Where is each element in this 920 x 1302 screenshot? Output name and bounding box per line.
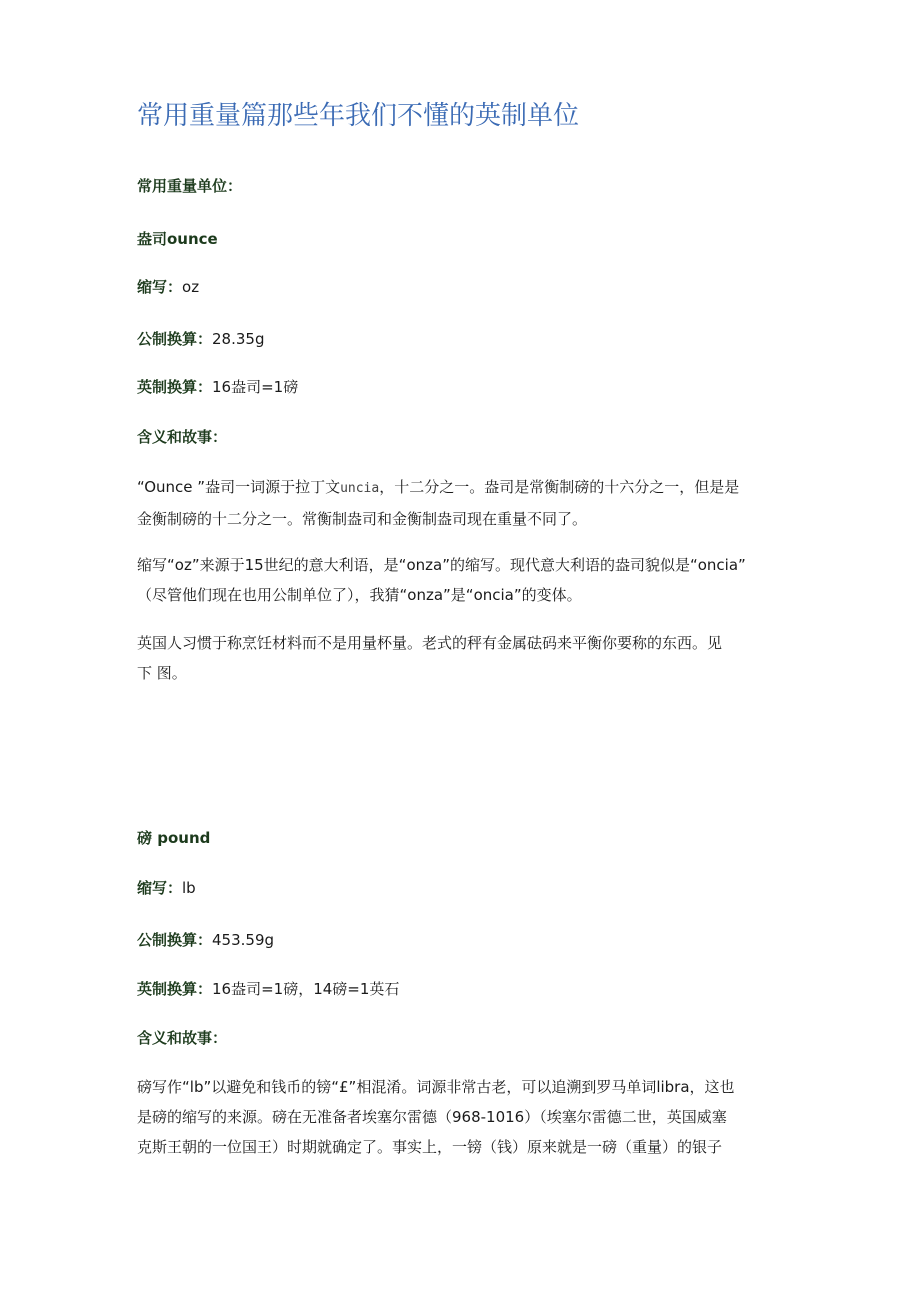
pound-abbr-label: 缩写： xyxy=(137,879,183,897)
pound-metric-value: 453.59g xyxy=(212,931,275,949)
pound-p1-text-b: 是磅的缩写的来源。磅在无准备者埃塞尔雷德（968-1016）（埃塞尔雷德二世，英国威塞 xyxy=(137,1108,727,1126)
pound-imperial-value: 16盎司=1磅，14磅=1英石 xyxy=(212,980,400,998)
ounce-imperial-row xyxy=(137,376,298,398)
ounce-abbr-row xyxy=(137,276,199,298)
ounce-p3-text-a: 英国人习惯于称烹饪材料而不是用量杯量。老式的秤有金属砝码来平衡你要称的东西。见 xyxy=(137,634,723,652)
intro-label: 常用重量单位： xyxy=(137,177,243,195)
ounce-p1-latin: uncia xyxy=(340,481,380,496)
pound-imperial-label: 英制换算： xyxy=(137,980,213,998)
pound-paragraph-1 xyxy=(137,1072,787,1162)
ounce-p2-text-b: （尽管他们现在也用公制单位了），我猜“onza”是“oncia”的变体。 xyxy=(137,586,582,604)
ounce-paragraph-2 xyxy=(137,550,787,610)
ounce-metric-row xyxy=(137,328,264,350)
ounce-imperial-label: 英制换算： xyxy=(137,378,213,396)
ounce-abbr-value: oz xyxy=(182,278,200,296)
pound-metric-label: 公制换算： xyxy=(137,931,213,949)
ounce-imperial-value: 16盎司=1磅 xyxy=(212,378,299,396)
pound-heading: 磅 pound xyxy=(137,829,211,847)
ounce-metric-label: 公制换算： xyxy=(137,330,213,348)
ounce-metric-value: 28.35g xyxy=(212,330,265,348)
ounce-p2-text-a: 缩写“oz”来源于15世纪的意大利语，是“onza”的缩写。现代意大利语的盎司貌似是“oncia” xyxy=(137,556,746,574)
pound-abbr-row xyxy=(137,877,196,899)
ounce-p1-text-c: 金衡制磅的十二分之一。常衡制盎司和金衡制盎司现在重量不同了。 xyxy=(137,510,588,528)
ounce-p1-text-b: ，十二分之一。盎司是常衡制磅的十六分之一，但是是 xyxy=(379,478,740,496)
ounce-p3-text-b: 下 图。 xyxy=(137,664,187,682)
ounce-paragraph-1 xyxy=(137,472,787,534)
ounce-p1-text-a: “Ounce ”盎司一词源于拉丁文 xyxy=(137,478,341,496)
pound-metric-row xyxy=(137,929,274,951)
pound-story-label: 含义和故事： xyxy=(137,1029,228,1047)
page-title: 常用重量篇那些年我们不懂的英制单位 xyxy=(137,101,580,131)
ounce-paragraph-3 xyxy=(137,628,787,688)
ounce-abbr-label: 缩写： xyxy=(137,278,183,296)
pound-p1-text-c: 克斯王朝的一位国王）时期就确定了。事实上，一镑（钱）原来就是一磅（重量）的银子 xyxy=(137,1138,723,1156)
pound-imperial-row xyxy=(137,978,399,1000)
pound-p1-text-a: 磅写作“lb”以避免和钱币的镑“£”相混淆。词源非常古老，可以追溯到罗马单词libra，这也 xyxy=(137,1078,735,1096)
ounce-heading: 盎司ounce xyxy=(137,230,218,248)
ounce-story-label: 含义和故事： xyxy=(137,428,228,446)
pound-abbr-value: lb xyxy=(182,879,196,897)
